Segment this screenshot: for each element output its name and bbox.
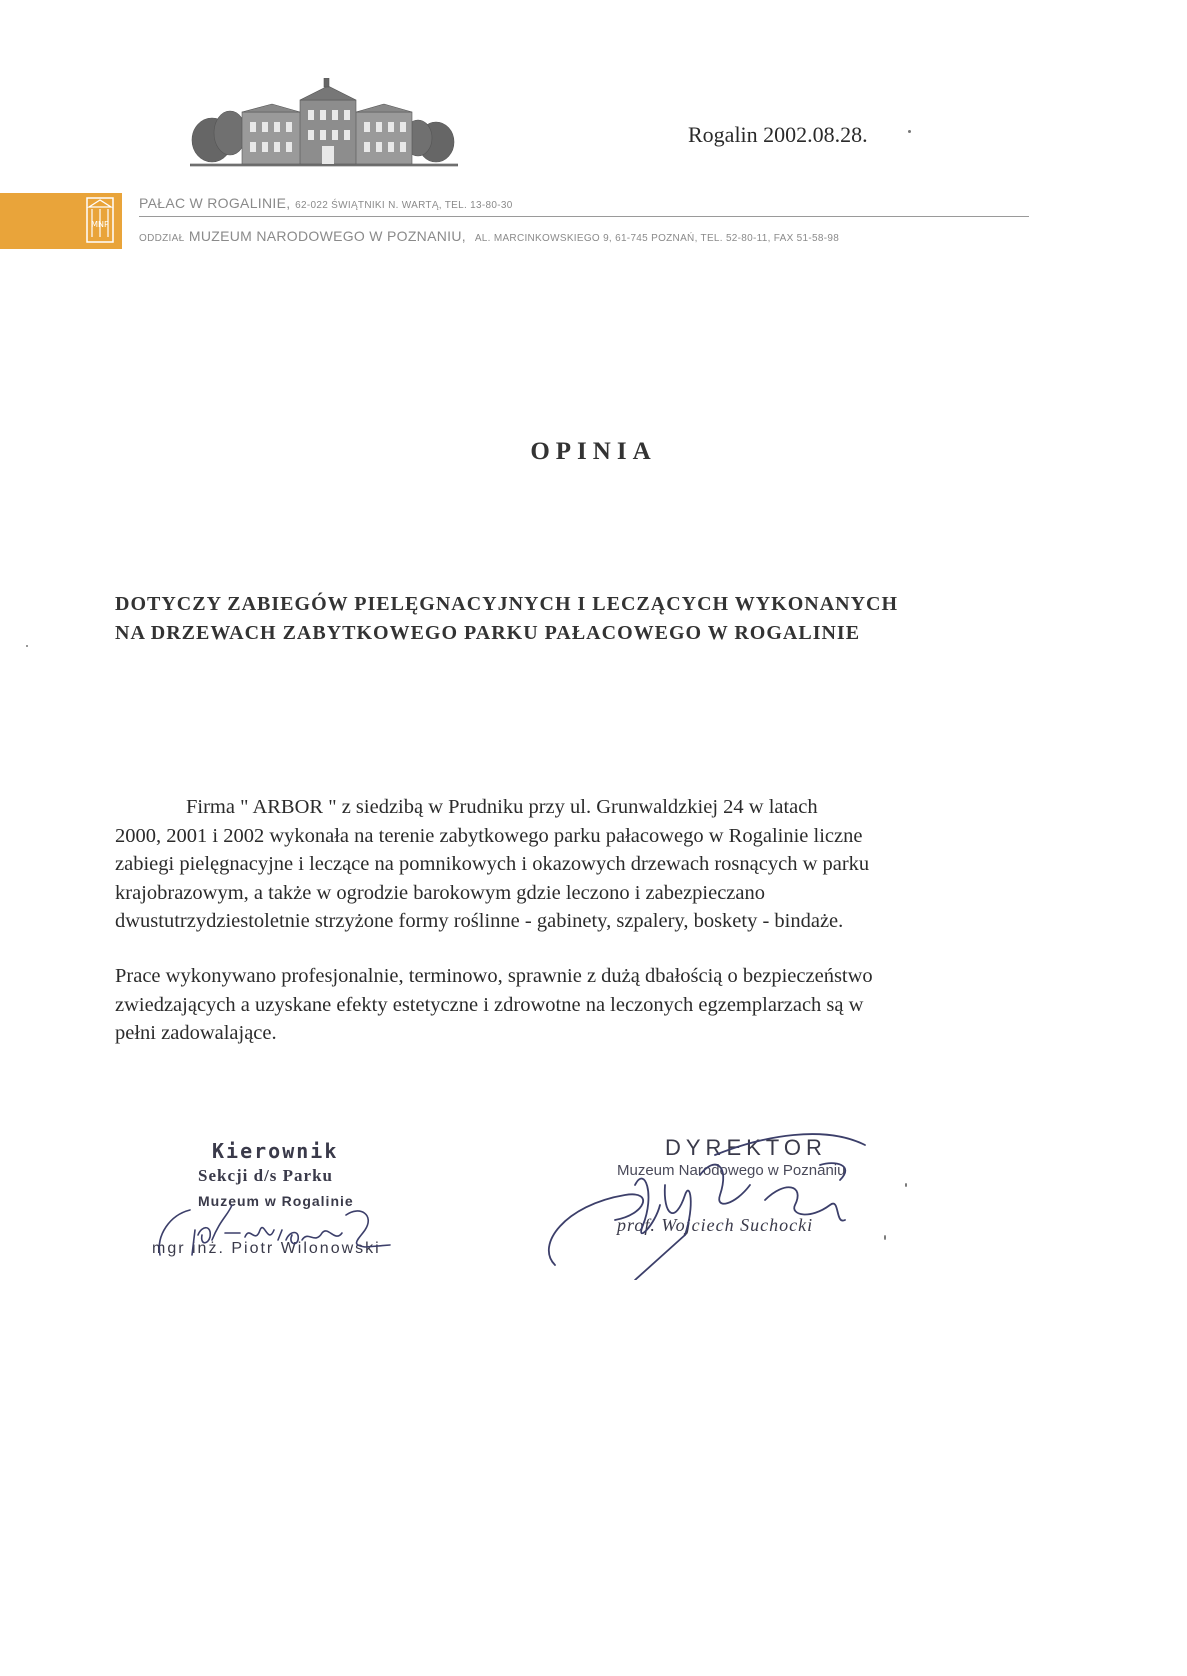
right-stamp-museum: Muzeum Narodowego w Poznaniu <box>617 1162 846 1179</box>
subject-line: NA DRZEWACH ZABYTKOWEGO PARKU PAŁACOWEGO W ROGALINIE <box>115 622 861 644</box>
paragraph-1 <box>115 793 1035 936</box>
paragraph-line: zwiedzających a uzyskane efekty estetyczne i zdrowotne na leczonych egzemplarzach są w <box>115 993 864 1016</box>
left-stamp-name: mgr inż. Piotr Wilonowski <box>152 1240 381 1257</box>
header-address-line <box>139 195 513 213</box>
document-subject <box>115 590 1045 648</box>
scan-speck <box>26 645 28 647</box>
left-stamp-section: Sekcji d/s Parku <box>198 1166 334 1185</box>
left-stamp-title: Kierownik <box>212 1139 339 1163</box>
right-handwritten-signature <box>535 1125 915 1280</box>
mnp-logo <box>86 197 114 243</box>
scan-speck <box>908 130 911 133</box>
left-handwritten-signature <box>150 1185 420 1260</box>
paragraph-line: krajobrazowym, a także w ogrodzie barokowym gdzie leczono i zabezpieczano <box>115 881 766 904</box>
museum-address: AL. MARCINKOWSKIEGO 9, 61-745 POZNAŃ, TEL. 52-80-11, FAX 51-58-98 <box>474 233 840 244</box>
letter-date: Rogalin 2002.08.28. <box>688 122 868 147</box>
branch-label: ODDZIAŁ <box>139 233 185 244</box>
palace-logo <box>190 78 458 174</box>
paragraph-line: zabiegi pielęgnacyjne i leczące na pomnikowych i okazowych drzewach rosnących w parku <box>115 853 870 876</box>
palace-address: 62-022 ŚWIĄTNIKI N. WARTĄ, TEL. 13-80-30 <box>295 200 513 211</box>
right-stamp-title: DYREKTOR <box>665 1135 827 1160</box>
paragraph-line: Firma " ARBOR " z siedzibą w Prudniku przy ul. Grunwaldzkiej 24 w latach <box>186 796 818 818</box>
subject-line: DOTYCZY ZABIEGÓW PIELĘGNACYJNYCH I LECZĄCYCH WYKONANYCH <box>115 593 899 615</box>
paragraph-line: dwustutrzydziestoletnie strzyżone formy roślinne - gabinety, szpalery, boskety - bindaże. <box>115 910 844 933</box>
paragraph-line: 2000, 2001 i 2002 wykonała na terenie zabytkowego parku pałacowego w Rogalinie liczne <box>115 824 863 847</box>
header-divider <box>139 216 1029 217</box>
scan-speck <box>905 1183 907 1187</box>
scan-speck <box>884 1235 886 1240</box>
paragraph-line: Prace wykonywano profesjonalnie, terminowo, sprawnie z dużą dbałością o bezpieczeństwo <box>115 965 873 987</box>
paragraph-2 <box>115 962 1035 1048</box>
left-stamp-museum: Muzeum w Rogalinie <box>198 1193 354 1209</box>
palace-name: PAŁAC W ROGALINIE, <box>139 195 291 211</box>
right-stamp-name: prof. Wojciech Suchocki <box>617 1215 814 1235</box>
document-title: OPINIA <box>530 438 657 465</box>
svg-text:MNP: MNP <box>91 220 109 229</box>
museum-name: MUZEUM NARODOWEGO W POZNANIU, <box>188 228 466 244</box>
paragraph-line: pełni zadowalające. <box>115 1022 277 1045</box>
header-museum-line <box>139 228 839 246</box>
